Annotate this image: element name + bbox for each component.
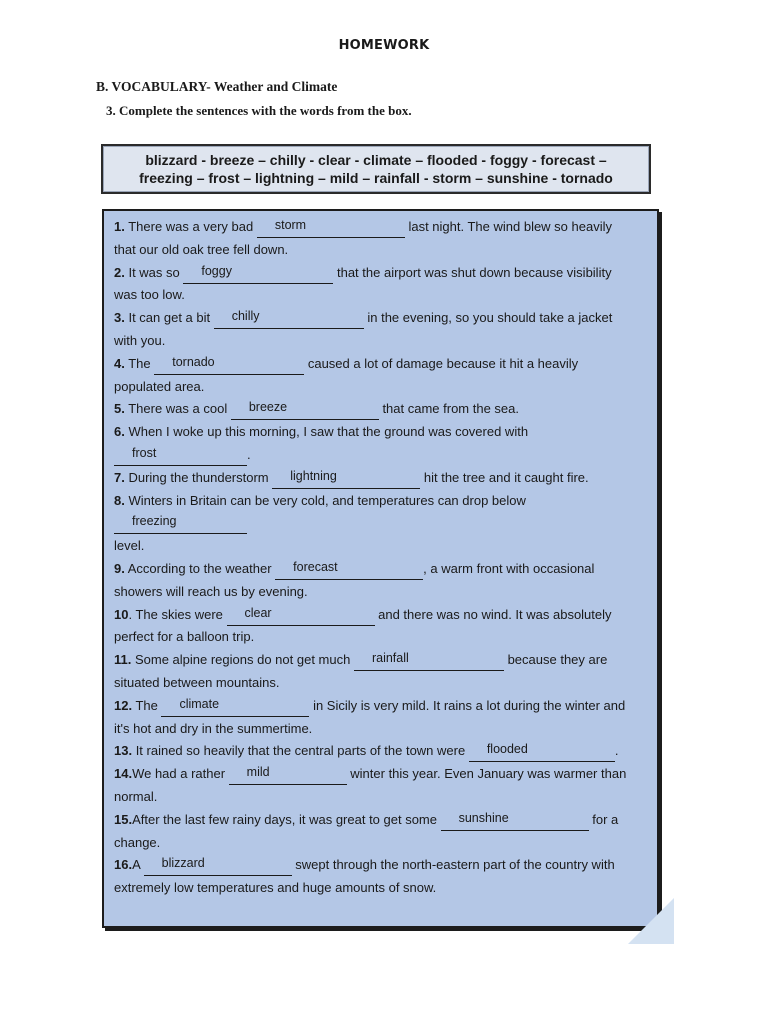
sentence-text: , a warm front with occasional bbox=[423, 560, 595, 576]
sentence-text: because they are bbox=[503, 652, 608, 668]
sentence-12 bbox=[114, 695, 649, 718]
sentence-text: It was so bbox=[124, 264, 184, 280]
sentence-number: 3. bbox=[114, 310, 125, 326]
sentence-text: There was a very bad bbox=[124, 219, 257, 234]
sentence-15 bbox=[114, 809, 649, 832]
sentence-11 bbox=[114, 649, 649, 672]
answer-text: foggy bbox=[201, 263, 232, 278]
sentence-3 bbox=[114, 307, 649, 330]
answer-blank-3[interactable] bbox=[214, 309, 364, 329]
answer-blank-14[interactable] bbox=[229, 765, 347, 785]
sentence-12-continued: it's hot and dry in the summertime. bbox=[114, 720, 313, 736]
sentence-5 bbox=[114, 398, 649, 421]
sentence-text: winter this year. Even January was warmer than bbox=[346, 766, 627, 782]
answer-text: sunshine bbox=[458, 810, 509, 825]
answer-text: freezing bbox=[132, 514, 177, 529]
sentence-number: 1. bbox=[114, 219, 125, 234]
answer-blank-2[interactable] bbox=[183, 263, 333, 284]
sentence-text: . bbox=[247, 446, 251, 462]
sentence-2-continued: was too low. bbox=[114, 287, 185, 303]
sentence-number: 14. bbox=[114, 766, 133, 782]
sentence-15-continued: change. bbox=[114, 834, 161, 850]
sentence-13 bbox=[114, 740, 649, 763]
sentence-2 bbox=[114, 262, 649, 285]
sentence-text: The bbox=[132, 697, 162, 713]
sentence-16-continued: extremely low temperatures and huge amounts of snow. bbox=[114, 880, 437, 896]
sentence-text: When I woke up this morning, I saw that the ground was covered with bbox=[124, 424, 529, 440]
answer-text: storm bbox=[274, 218, 307, 232]
sentence-text: It can get a bit bbox=[124, 310, 214, 326]
sentence-text: . bbox=[614, 743, 619, 759]
sentence-text: The bbox=[124, 355, 155, 371]
sentence-text: hit the tree and it caught fire. bbox=[420, 469, 589, 485]
answer-text: clear bbox=[244, 605, 272, 620]
word-box-line-2: freezing – frost – lightning – mild – rainfall - storm – sunshine - tornado bbox=[139, 170, 613, 186]
sentence-text: . The skies were bbox=[128, 606, 227, 622]
page-corner-decoration bbox=[628, 898, 674, 944]
answer-blank-9[interactable] bbox=[275, 559, 423, 580]
sentences-list bbox=[114, 216, 649, 900]
sentence-text: After the last few rainy days, it was great to get some bbox=[132, 811, 441, 827]
sentence-text: last night. The wind blew so heavily bbox=[404, 219, 612, 234]
sentence-text: in the evening, so you should take a jacket bbox=[363, 310, 613, 326]
section-title: B. VOCABULARY- Weather and Climate bbox=[96, 79, 338, 94]
sentence-number: 15. bbox=[114, 811, 133, 827]
sentence-number: 10 bbox=[114, 606, 129, 622]
answer-text: rainfall bbox=[371, 651, 409, 666]
sentence-number: 11. bbox=[114, 652, 132, 668]
word-box bbox=[101, 144, 651, 194]
answer-blank-13[interactable] bbox=[469, 742, 615, 762]
answer-blank-15[interactable] bbox=[441, 810, 589, 831]
answer-text: tornado bbox=[172, 354, 215, 369]
sentence-number: 6. bbox=[114, 424, 125, 440]
sentence-8-end: level. bbox=[114, 538, 145, 554]
sentence-number: 9. bbox=[114, 560, 125, 576]
sentence-text: caused a lot of damage because it hit a heavily bbox=[304, 355, 579, 371]
answer-text: frost bbox=[132, 445, 157, 460]
sentence-9-continued: showers will reach us by evening. bbox=[114, 583, 308, 599]
answer-text: mild bbox=[246, 765, 270, 780]
answer-blank-12[interactable] bbox=[161, 696, 309, 717]
answer-text: flooded bbox=[486, 742, 528, 757]
exercise-instruction: 3. Complete the sentences with the words from the box. bbox=[106, 103, 412, 118]
sentence-4 bbox=[114, 353, 649, 376]
sentence-text: A bbox=[132, 857, 144, 873]
sentence-11-continued: situated between mountains. bbox=[114, 674, 280, 690]
answer-blank-10[interactable] bbox=[227, 605, 375, 626]
answer-blank-6[interactable] bbox=[114, 445, 247, 466]
sentence-text: During the thunderstorm bbox=[124, 469, 273, 485]
sentence-3-continued: with you. bbox=[114, 332, 166, 348]
answer-text: forecast bbox=[293, 559, 338, 574]
answer-blank-11[interactable] bbox=[354, 651, 504, 671]
answer-text: breeze bbox=[248, 400, 288, 415]
sentence-text: We had a rather bbox=[132, 766, 229, 782]
sentence-9 bbox=[114, 558, 649, 581]
sentence-text: Winters in Britain can be very cold, and temperatures can drop below bbox=[124, 492, 526, 508]
answer-text: blizzard bbox=[161, 856, 205, 871]
sentence-1 bbox=[114, 216, 649, 239]
sentence-14-continued: normal. bbox=[114, 788, 158, 804]
sentence-number: 8. bbox=[114, 492, 125, 508]
sentence-text: for a bbox=[588, 811, 619, 827]
answer-text: chilly bbox=[231, 309, 260, 324]
answer-blank-1[interactable] bbox=[257, 218, 405, 238]
sentences-panel bbox=[102, 209, 659, 928]
answer-blank-4[interactable] bbox=[154, 354, 304, 375]
answer-blank-5[interactable] bbox=[231, 400, 379, 420]
sentence-1-continued: that our old oak tree fell down. bbox=[114, 241, 289, 257]
word-box-line-1: blizzard - breeze – chilly - clear - climate – flooded - foggy - forecast – bbox=[145, 152, 607, 168]
sentence-14 bbox=[114, 763, 649, 786]
sentence-text: swept through the north-eastern part of the country with bbox=[291, 857, 615, 873]
sentence-6-continued bbox=[114, 444, 649, 467]
sentence-number: 7. bbox=[114, 469, 125, 485]
sentence-8-continued bbox=[114, 512, 649, 535]
sentence-text: There was a cool bbox=[124, 401, 231, 417]
answer-blank-8[interactable] bbox=[114, 514, 247, 534]
sentence-4-continued: populated area. bbox=[114, 378, 205, 394]
sentence-number: 5. bbox=[114, 401, 125, 417]
sentence-10 bbox=[114, 604, 649, 627]
sentence-text: that the airport was shut down because visibility bbox=[333, 264, 612, 280]
answer-blank-16[interactable] bbox=[144, 856, 292, 876]
answer-text: lightning bbox=[290, 468, 337, 483]
answer-text: climate bbox=[179, 696, 220, 711]
answer-blank-7[interactable] bbox=[272, 468, 420, 489]
page-title: HOMEWORK bbox=[338, 38, 430, 53]
sentence-text: According to the weather bbox=[124, 560, 276, 576]
sentence-text: and there was no wind. It was absolutely bbox=[374, 606, 612, 622]
sentence-16 bbox=[114, 854, 649, 877]
sentence-8 bbox=[114, 490, 649, 513]
sentence-text: that came from the sea. bbox=[378, 401, 520, 417]
sentence-number: 12. bbox=[114, 697, 133, 713]
sentence-10-continued: perfect for a balloon trip. bbox=[114, 629, 255, 645]
sentence-number: 13. bbox=[114, 743, 133, 759]
sentence-number: 16. bbox=[114, 857, 133, 873]
sentence-text: Some alpine regions do not get much bbox=[131, 652, 354, 668]
sentence-6 bbox=[114, 421, 649, 444]
sentence-7 bbox=[114, 467, 649, 490]
sentence-number: 2. bbox=[114, 264, 125, 280]
sentence-text: It rained so heavily that the central parts of the town were bbox=[132, 743, 469, 759]
sentence-text: in Sicily is very mild. It rains a lot during the winter and bbox=[309, 697, 626, 713]
sentence-number: 4. bbox=[114, 355, 125, 371]
